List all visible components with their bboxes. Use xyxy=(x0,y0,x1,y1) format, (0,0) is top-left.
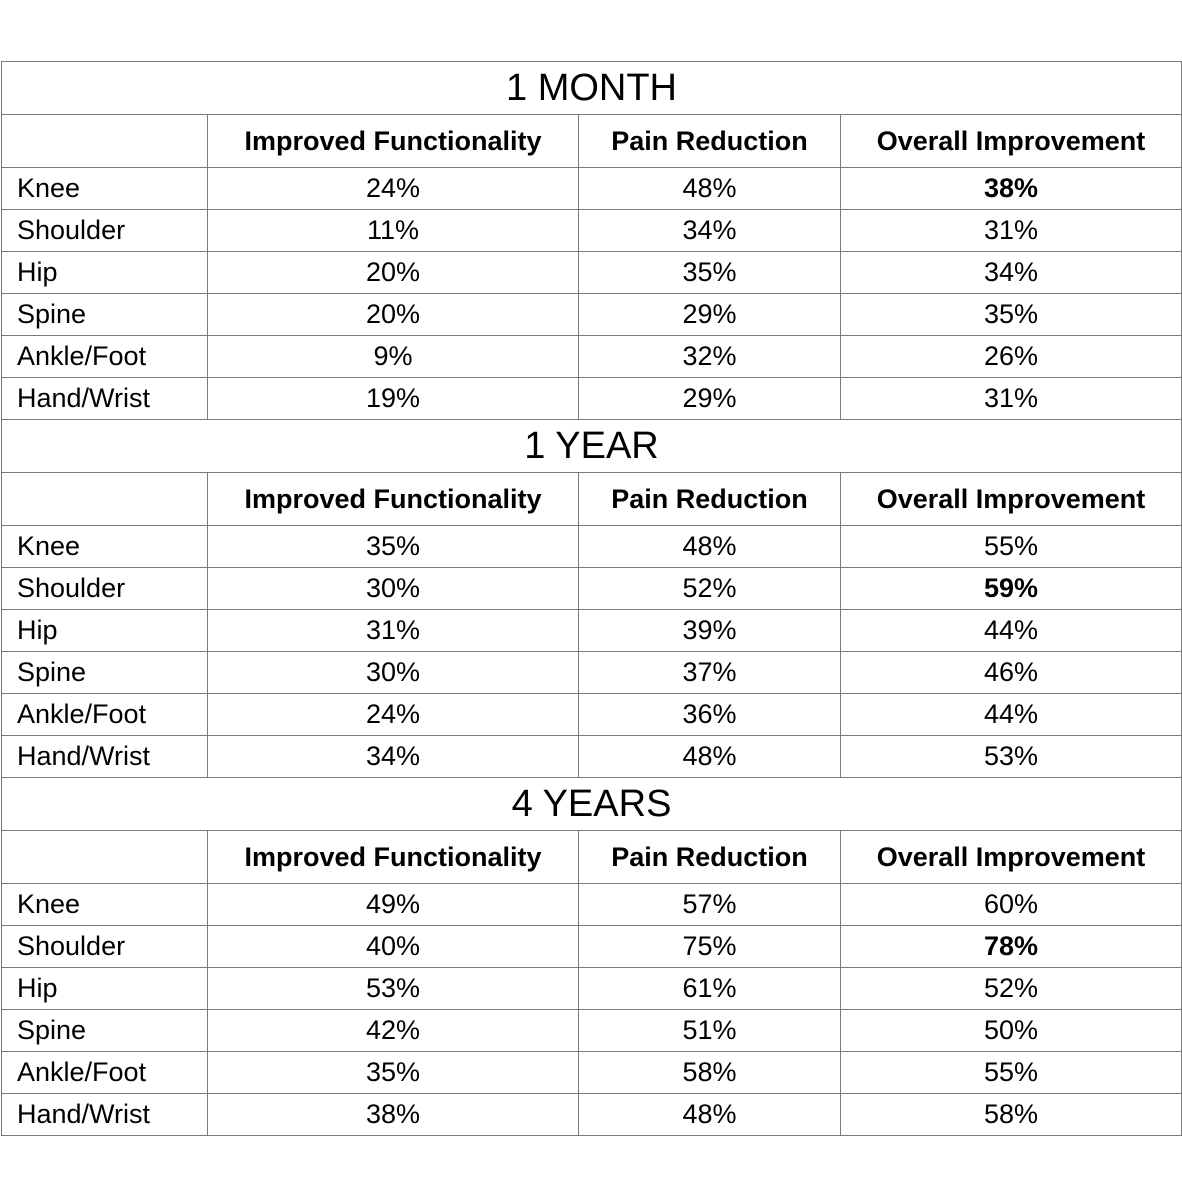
overall-improvement-value: 55% xyxy=(841,1052,1182,1094)
results-table xyxy=(1,61,1182,1136)
section-title: 1 YEAR xyxy=(2,420,1182,473)
row-label: Knee xyxy=(2,884,208,926)
improved-functionality-value: 20% xyxy=(208,294,579,336)
table-row xyxy=(2,526,1182,568)
table-row xyxy=(2,610,1182,652)
overall-improvement-value: 34% xyxy=(841,252,1182,294)
section-title-row xyxy=(2,778,1182,831)
table-row xyxy=(2,968,1182,1010)
table-row xyxy=(2,1094,1182,1136)
column-header-row xyxy=(2,115,1182,168)
improved-functionality-value: 35% xyxy=(208,526,579,568)
overall-improvement-value: 50% xyxy=(841,1010,1182,1052)
pain-reduction-value: 61% xyxy=(579,968,841,1010)
pain-reduction-value: 35% xyxy=(579,252,841,294)
improved-functionality-value: 30% xyxy=(208,652,579,694)
corner-cell xyxy=(2,473,208,526)
row-label: Spine xyxy=(2,294,208,336)
row-label: Hand/Wrist xyxy=(2,1094,208,1136)
corner-cell xyxy=(2,115,208,168)
overall-improvement-value: 31% xyxy=(841,378,1182,420)
section-title-row xyxy=(2,420,1182,473)
overall-improvement-value: 31% xyxy=(841,210,1182,252)
improved-functionality-value: 20% xyxy=(208,252,579,294)
pain-reduction-value: 57% xyxy=(579,884,841,926)
pain-reduction-value: 34% xyxy=(579,210,841,252)
pain-reduction-value: 75% xyxy=(579,926,841,968)
improved-functionality-value: 38% xyxy=(208,1094,579,1136)
table-row xyxy=(2,378,1182,420)
improved-functionality-value: 24% xyxy=(208,694,579,736)
column-header-pain-reduction: Pain Reduction xyxy=(579,473,841,526)
improved-functionality-value: 31% xyxy=(208,610,579,652)
improved-functionality-value: 34% xyxy=(208,736,579,778)
table-row xyxy=(2,252,1182,294)
improved-functionality-value: 9% xyxy=(208,336,579,378)
row-label: Spine xyxy=(2,1010,208,1052)
overall-improvement-value: 58% xyxy=(841,1094,1182,1136)
row-label: Knee xyxy=(2,168,208,210)
column-header-overall-improvement: Overall Improvement xyxy=(841,115,1182,168)
table-row xyxy=(2,294,1182,336)
column-header-improved-functionality: Improved Functionality xyxy=(208,473,579,526)
column-header-overall-improvement: Overall Improvement xyxy=(841,831,1182,884)
table-row xyxy=(2,652,1182,694)
row-label: Hand/Wrist xyxy=(2,736,208,778)
overall-improvement-value: 78% xyxy=(841,926,1182,968)
overall-improvement-value: 26% xyxy=(841,336,1182,378)
table-row xyxy=(2,736,1182,778)
table-row xyxy=(2,884,1182,926)
row-label: Spine xyxy=(2,652,208,694)
overall-improvement-value: 44% xyxy=(841,610,1182,652)
column-header-row xyxy=(2,473,1182,526)
pain-reduction-value: 48% xyxy=(579,736,841,778)
improved-functionality-value: 24% xyxy=(208,168,579,210)
pain-reduction-value: 52% xyxy=(579,568,841,610)
table-row xyxy=(2,1010,1182,1052)
column-header-pain-reduction: Pain Reduction xyxy=(579,115,841,168)
table-row xyxy=(2,210,1182,252)
corner-cell xyxy=(2,831,208,884)
row-label: Hip xyxy=(2,252,208,294)
table-row xyxy=(2,336,1182,378)
row-label: Ankle/Foot xyxy=(2,694,208,736)
row-label: Hip xyxy=(2,968,208,1010)
overall-improvement-value: 46% xyxy=(841,652,1182,694)
improved-functionality-value: 42% xyxy=(208,1010,579,1052)
overall-improvement-value: 55% xyxy=(841,526,1182,568)
improved-functionality-value: 35% xyxy=(208,1052,579,1094)
row-label: Knee xyxy=(2,526,208,568)
pain-reduction-value: 48% xyxy=(579,168,841,210)
row-label: Ankle/Foot xyxy=(2,336,208,378)
overall-improvement-value: 60% xyxy=(841,884,1182,926)
pain-reduction-value: 37% xyxy=(579,652,841,694)
pain-reduction-value: 51% xyxy=(579,1010,841,1052)
section-title: 4 YEARS xyxy=(2,778,1182,831)
overall-improvement-value: 53% xyxy=(841,736,1182,778)
pain-reduction-value: 32% xyxy=(579,336,841,378)
improved-functionality-value: 19% xyxy=(208,378,579,420)
row-label: Shoulder xyxy=(2,210,208,252)
improved-functionality-value: 11% xyxy=(208,210,579,252)
pain-reduction-value: 39% xyxy=(579,610,841,652)
row-label: Shoulder xyxy=(2,568,208,610)
pain-reduction-value: 48% xyxy=(579,1094,841,1136)
table-row xyxy=(2,568,1182,610)
column-header-pain-reduction: Pain Reduction xyxy=(579,831,841,884)
table-row xyxy=(2,926,1182,968)
improved-functionality-value: 30% xyxy=(208,568,579,610)
overall-improvement-value: 52% xyxy=(841,968,1182,1010)
improved-functionality-value: 53% xyxy=(208,968,579,1010)
section-title: 1 MONTH xyxy=(2,62,1182,115)
column-header-overall-improvement: Overall Improvement xyxy=(841,473,1182,526)
pain-reduction-value: 29% xyxy=(579,294,841,336)
column-header-improved-functionality: Improved Functionality xyxy=(208,831,579,884)
row-label: Ankle/Foot xyxy=(2,1052,208,1094)
pain-reduction-value: 58% xyxy=(579,1052,841,1094)
row-label: Hand/Wrist xyxy=(2,378,208,420)
pain-reduction-value: 48% xyxy=(579,526,841,568)
section-title-row xyxy=(2,62,1182,115)
improved-functionality-value: 49% xyxy=(208,884,579,926)
improved-functionality-value: 40% xyxy=(208,926,579,968)
overall-improvement-value: 38% xyxy=(841,168,1182,210)
pain-reduction-value: 36% xyxy=(579,694,841,736)
pain-reduction-value: 29% xyxy=(579,378,841,420)
table-row xyxy=(2,694,1182,736)
overall-improvement-value: 35% xyxy=(841,294,1182,336)
overall-improvement-value: 44% xyxy=(841,694,1182,736)
overall-improvement-value: 59% xyxy=(841,568,1182,610)
column-header-improved-functionality: Improved Functionality xyxy=(208,115,579,168)
table-row xyxy=(2,168,1182,210)
row-label: Hip xyxy=(2,610,208,652)
column-header-row xyxy=(2,831,1182,884)
table-row xyxy=(2,1052,1182,1094)
row-label: Shoulder xyxy=(2,926,208,968)
